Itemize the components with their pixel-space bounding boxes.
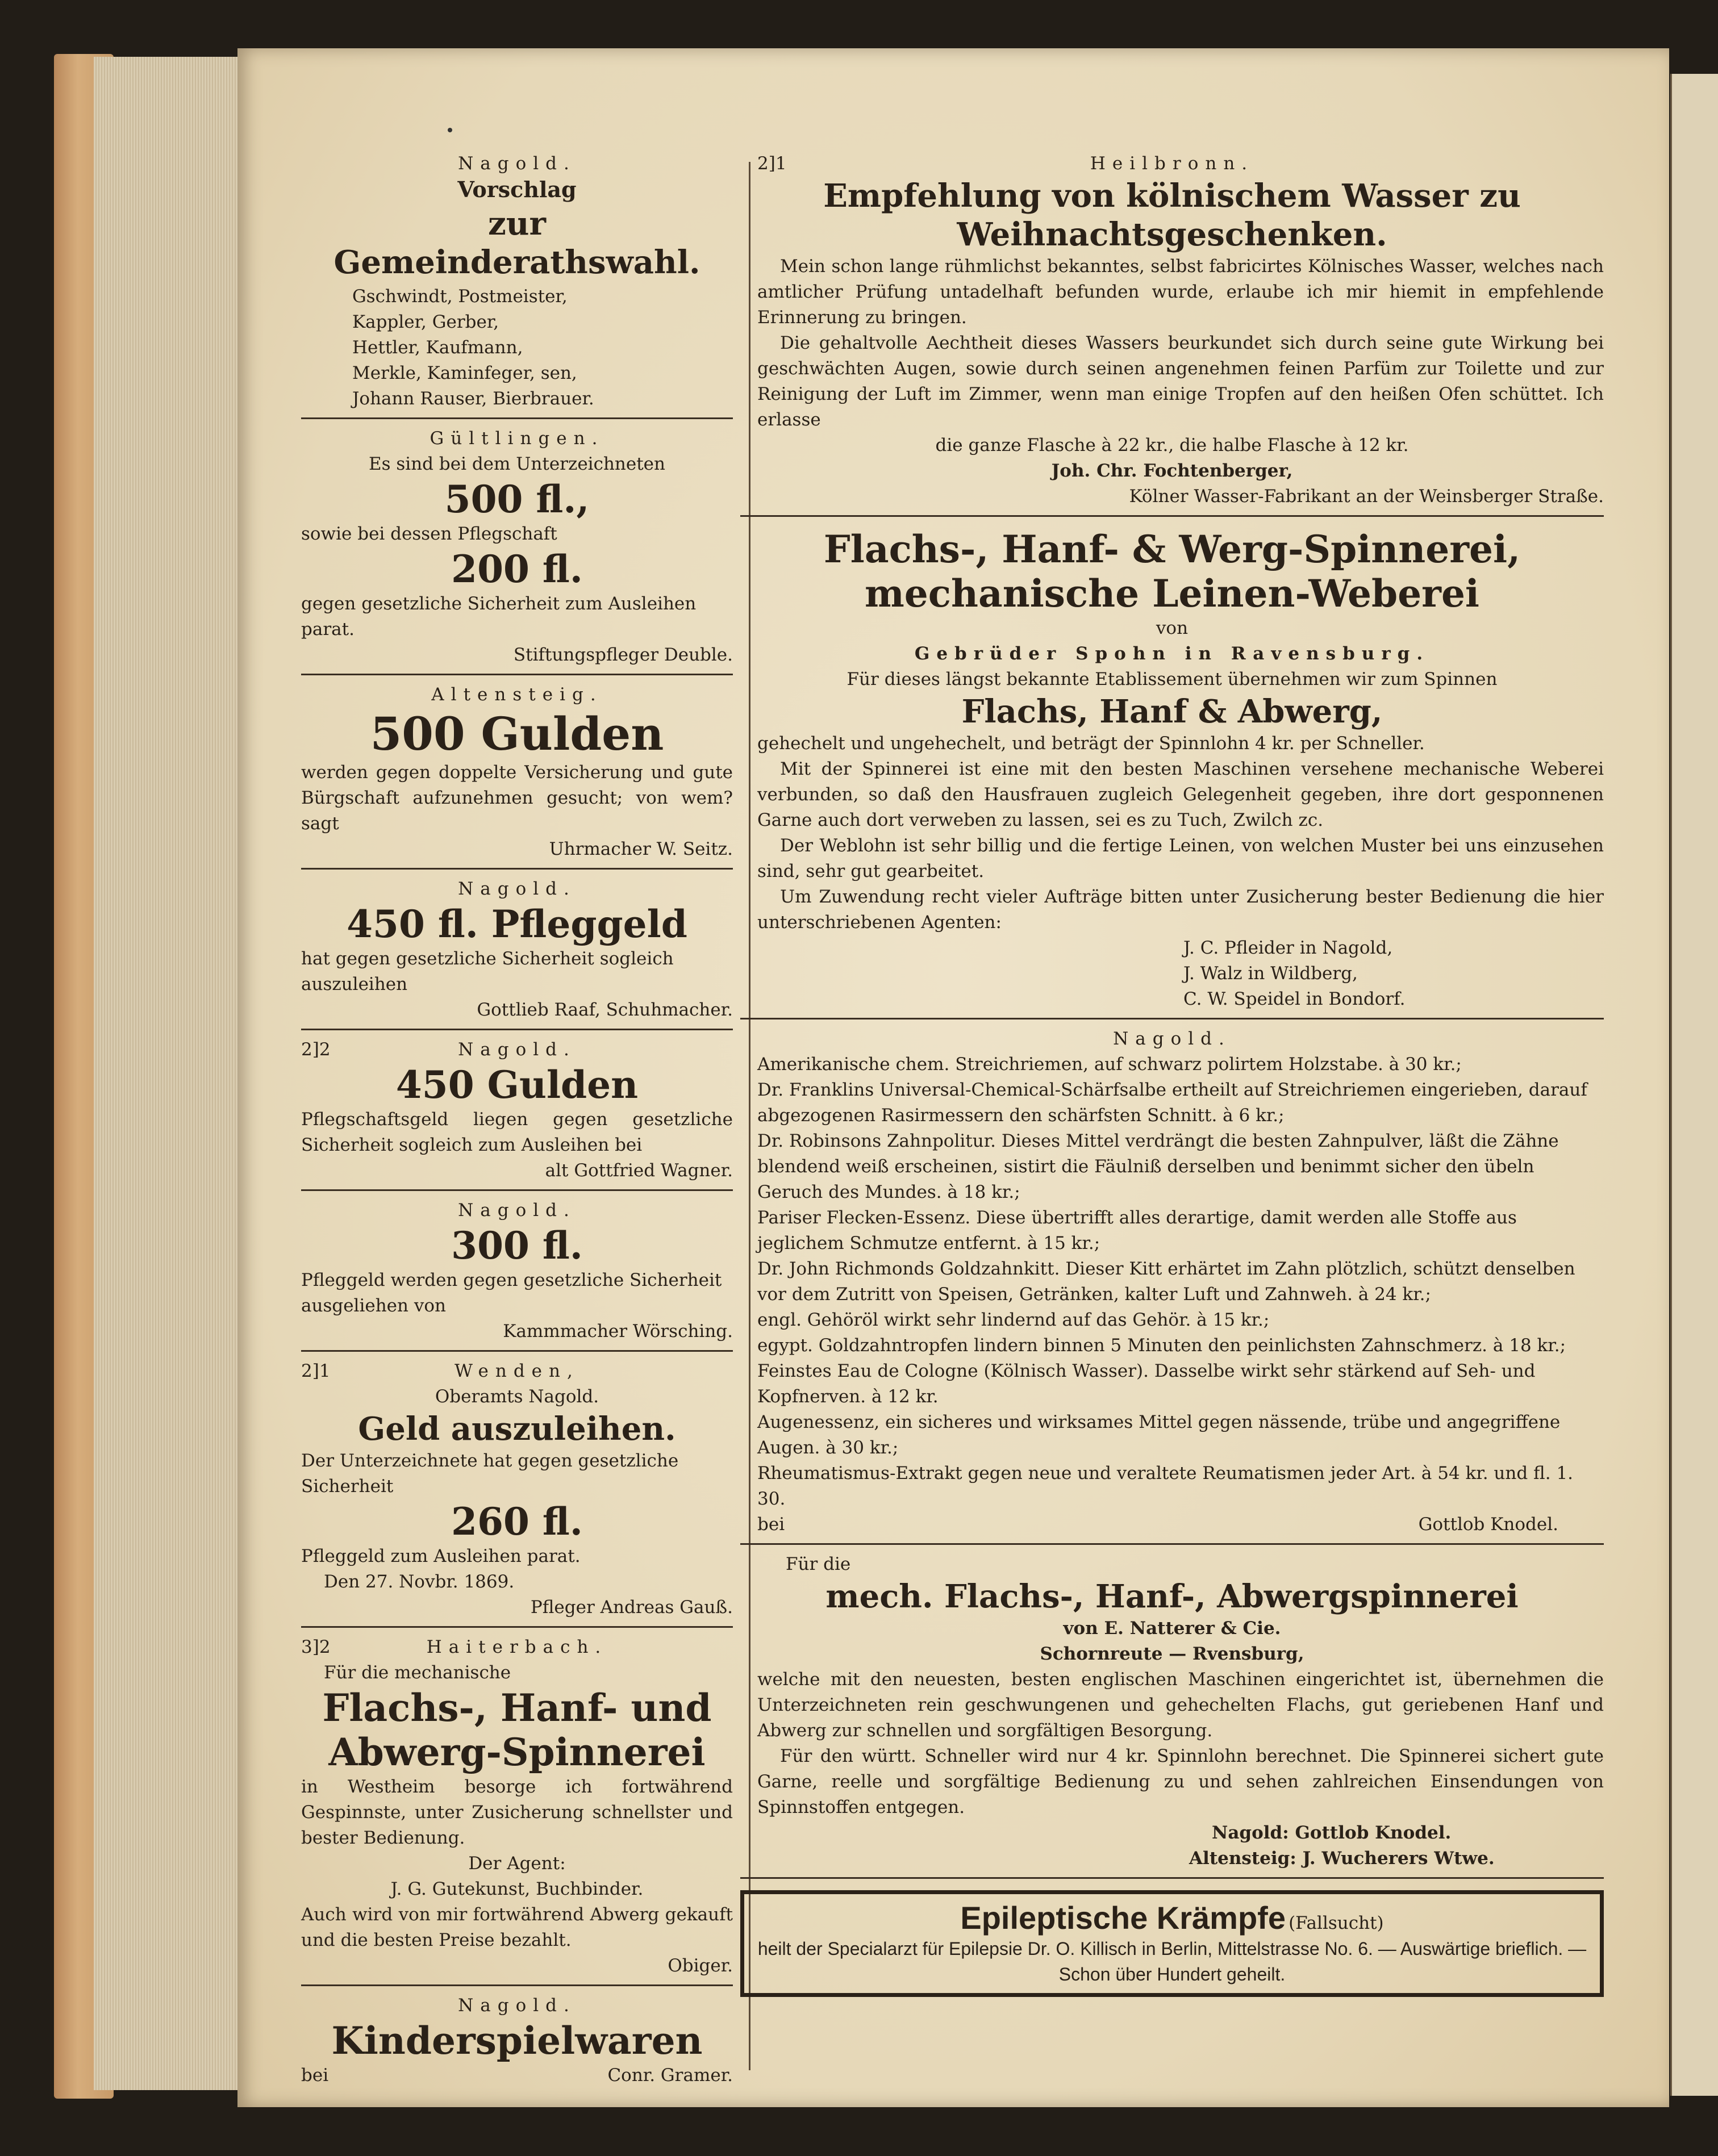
ad-headline: Epileptische Krämpfe	[960, 1900, 1286, 1936]
ad-epilepsie-box	[740, 1890, 1604, 1997]
right-column	[740, 148, 1604, 1997]
ad-text: Pflegschaftsgeld liegen gegen gesetzliche Sicherheit sogleich zum Ausleihen bei	[301, 1109, 733, 1155]
ad-text: Es sind bei dem Unterzeichneten	[369, 454, 665, 474]
ad-signature-sub: Kölner Wasser-Fabrikant an der Weinsberger Straße.	[1129, 486, 1604, 507]
ad-text: hat gegen gesetzliche Sicherheit sogleich auszuleihen	[301, 949, 674, 995]
ad-text: Der Weblohn ist sehr billig und die fertige Leinen, von welchen Muster bei uns einzusehen sind, sehr gut gearbeitet.	[757, 835, 1604, 881]
candidate: Kappler, Gerber,	[352, 312, 499, 332]
ink-dot	[448, 128, 452, 132]
ad-headline: Empfehlung von kölnischem Wasser zu Weihnachtsgeschenken.	[823, 177, 1521, 253]
ad-signature: Pfleger Andreas Gauß.	[530, 1597, 733, 1618]
ad-signature: Uhrmacher W. Seitz.	[549, 839, 733, 859]
ad-place-sub: Oberamts Nagold.	[435, 1386, 599, 1407]
page-edges	[94, 57, 244, 2090]
ad-place: Wenden,	[454, 1361, 579, 1381]
next-page-edge	[1670, 74, 1718, 2096]
agent-item: C. W. Speidel in Bondorf.	[1183, 989, 1406, 1009]
ad-mark: 2]2	[301, 1039, 331, 1060]
ad-text: Für dieses längst bekannte Etablissement übernehmen wir zum Spinnen	[847, 669, 1498, 690]
agent-label: Der Agent:	[468, 1853, 566, 1874]
ad-gemeinderathswahl	[301, 148, 733, 419]
product-item: Dr. John Richmonds Goldzahnkitt. Dieser Kitt erhärtet im Zahn plötzlich, schützt denselben vor dem Zutritt von Speisen, Getränken, kalter Luft und Zahnweh. à 24 kr.;	[757, 1259, 1575, 1305]
newspaper-page	[237, 48, 1669, 2107]
ad-intro: Für die mechanische	[324, 1662, 511, 1683]
ad-haiterbach	[301, 1631, 733, 1986]
ad-signature: Kammmacher Wörsching.	[503, 1321, 733, 1342]
product-item: egypt. Goldzahntropfen lindern binnen 5 Minuten den peinlichsten Zahnschmerz. à 18 kr.;	[757, 1335, 1566, 1356]
candidate: Johann Rauser, Bierbrauer.	[352, 388, 594, 409]
ad-title: Vorschlag	[457, 177, 577, 202]
ad-headline-sub: mechanische Leinen-Weberei	[864, 571, 1480, 616]
ad-mark: 2]1	[757, 153, 787, 174]
ad-mark: 2]1	[301, 1361, 331, 1381]
ad-amount: 450 fl. Pfleggeld	[347, 902, 687, 946]
agent-item: J. Walz in Wildberg,	[1183, 963, 1358, 984]
ad-signature: Gottlieb Raaf, Schuhmacher.	[477, 1000, 733, 1020]
ad-place: Heilbronn.	[1090, 153, 1254, 174]
candidate: Hettler, Kaufmann,	[352, 337, 523, 358]
ad-firm: Gebrüder Spohn in Ravensburg.	[914, 644, 1430, 664]
ad-headline: zur Gemeinderathswahl.	[333, 205, 700, 281]
ad-headline: Kinderspielwaren	[331, 2019, 703, 2063]
ad-text: Auch wird von mir fortwährend Abwerg gekauft und die besten Preise bezahlt.	[301, 1904, 733, 1950]
ad-mark: 3]2	[301, 1637, 331, 1657]
ad-place: Nagold.	[1113, 1029, 1231, 1049]
ad-text: Mit der Spinnerei ist eine mit den besten Maschinen versehene mechanische Weberei verbunden, so daß den Hausfrauen zugleich Gelegenheit gegeben, ihre dort gesponnenen Garne auch dort verweben zu lassen, sei es zu Tuch, Zwilch zc.	[757, 759, 1604, 830]
ad-date: Den 27. Novbr. 1869.	[324, 1572, 515, 1592]
product-item: Dr. Franklins Universal-Chemical-Schärfsalbe ertheilt auf Streichriemen eingerieben, darauf abgezogenen Rasirmessern den schärfsten Schnitt. à 6 kr.;	[757, 1080, 1587, 1126]
ad-text: Mein schon lange rühmlichst bekanntes, selbst fabricirtes Kölnisches Wasser, welches nach amtlicher Prüfung untadelhaft befunden wurde, erlaube ich mir hiemit in empfehlende Erinnerung zu bringen.	[757, 256, 1604, 328]
ad-headline-paren: (Fallsucht)	[1288, 1913, 1384, 1933]
ad-text: sowie bei dessen Pflegschaft	[301, 524, 557, 544]
agent-name: J. G. Gutekunst, Buchbinder.	[390, 1879, 644, 1899]
ad-text: Pfleggeld werden gegen gesetzliche Sicherheit ausgeliehen von	[301, 1270, 722, 1316]
ad-amount: 200 fl.	[451, 547, 583, 591]
ad-text: werden gegen doppelte Versicherung und gute Bürgschaft aufzunehmen gesucht; von wem? sagt	[301, 762, 733, 834]
agent-item: Altensteig: J. Wucherers Wtwe.	[1189, 1848, 1495, 1869]
ad-signature: alt Gottfried Wagner.	[545, 1160, 733, 1181]
ad-place: Haiterbach.	[426, 1637, 608, 1657]
ad-goods: Flachs, Hanf & Abwerg,	[961, 693, 1383, 730]
ad-von: von	[1156, 618, 1189, 638]
ad-text: heilt der Specialarzt für Epilepsie Dr. O. Killisch in Berlin, Mittelstrasse No. 6. — Auswärtige brieflich. — Schon über Hundert geheilt.	[757, 1938, 1587, 1984]
product-item: Feinstes Eau de Cologne (Kölnisch Wasser). Dasselbe wirkt sehr stärkend auf Seh- und Kopfnerven. à 12 kr.	[757, 1361, 1536, 1407]
ad-text: Um Zuwendung recht vieler Aufträge bitten unter Zusicherung bester Bedienung die hier unterschriebenen Agenten:	[757, 887, 1604, 933]
ad-headline: Flachs-, Hanf- und Abwerg-Spinnerei	[322, 1686, 712, 1774]
ad-nagold-woersching	[301, 1194, 733, 1352]
ad-amount: 500 fl.,	[444, 477, 590, 521]
ad-place: Nagold.	[458, 879, 576, 899]
ad-firm-place: Schornreute — Rvensburg,	[1040, 1644, 1304, 1664]
product-item: Pariser Flecken-Essenz. Diese übertrifft alles derartige, damit werden alle Stoffe aus jeglichem Schmutze entfernt. à 15 kr.;	[757, 1207, 1517, 1254]
ad-text: Für den württ. Schneller wird nur 4 kr. Spinnlohn berechnet. Die Spinnerei sichert gute Garne, reelle und sorgfältige Bedienung zu und sehen zahlreichen Einsendungen von Spinnstoffen entgegen.	[757, 1746, 1604, 1817]
ad-intro: Für die	[786, 1554, 851, 1574]
ad-place: Nagold.	[458, 1200, 576, 1221]
ad-headline: mech. Flachs-, Hanf-, Abwergspinnerei	[825, 1578, 1519, 1615]
ad-amount: 300 fl.	[451, 1223, 583, 1268]
ad-firm: von E. Natterer & Cie.	[1063, 1618, 1281, 1639]
ad-place: Nagold.	[458, 1995, 576, 2016]
ad-headline: Flachs-, Hanf- & Werg-Spinnerei,	[823, 527, 1521, 571]
ad-signature: Obiger.	[668, 1956, 733, 1976]
ad-text: Pfleggeld zum Ausleihen parat.	[301, 1546, 581, 1566]
ad-bei: bei	[301, 2065, 329, 2086]
ad-amount: 260 fl.	[451, 1499, 583, 1544]
ad-place: Altensteig.	[431, 684, 603, 705]
ad-bei: bei	[757, 1514, 785, 1535]
candidate: Gschwindt, Postmeister,	[352, 286, 568, 307]
ad-signature: Conr. Gramer.	[607, 2065, 733, 2086]
ad-koelnisch-wasser	[740, 148, 1604, 517]
product-item: Dr. Robinsons Zahnpolitur. Dieses Mittel verdrängt die besten Zahnpulver, läßt die Zähne blendend weiß erscheinen, sistirt die Fäulniß derselben und benimmt sicher den übeln Geruch des Mundes. à 18 kr.;	[757, 1131, 1559, 1202]
ad-text: gehechelt und ungehechelt, und beträgt der Spinnlohn 4 kr. per Schneller.	[757, 733, 1425, 754]
candidate: Merkle, Kaminfeger, sen,	[352, 363, 577, 383]
ad-amount: 500 Gulden	[370, 707, 664, 761]
product-item: Amerikanische chem. Streichriemen, auf schwarz polirtem Holzstabe. à 30 kr.;	[757, 1054, 1462, 1075]
agent-item: J. C. Pfleider in Nagold,	[1183, 938, 1393, 958]
ad-place: Nagold.	[458, 1039, 576, 1060]
ad-gueltlingen	[301, 423, 733, 675]
ad-signature: Stiftungspfleger Deuble.	[513, 645, 733, 665]
left-column	[301, 148, 733, 2088]
ad-nagold-raaf	[301, 873, 733, 1030]
ad-altensteig	[301, 679, 733, 870]
product-item: Rheumatismus-Extrakt gegen neue und veraltete Reumatismen jeder Art. à 54 kr. und fl. 1. 30.	[757, 1463, 1574, 1509]
agent-item: Nagold: Gottlob Knodel.	[1212, 1823, 1452, 1843]
ad-natterer-spinnerei	[740, 1548, 1604, 1879]
product-item: Augenessenz, ein sicheres und wirksames Mittel gegen nässende, trübe und angegriffene Augen. à 30 kr.;	[757, 1412, 1561, 1458]
ad-signature: Joh. Chr. Fochtenberger,	[1051, 461, 1293, 481]
ad-wenden	[301, 1355, 733, 1628]
ad-text: in Westheim besorge ich fortwährend Gespinnste, unter Zusicherung schnellster und bester Bedienung.	[301, 1777, 733, 1848]
product-item: engl. Gehöröl wirkt sehr lindernd auf das Gehör. à 15 kr.;	[757, 1310, 1270, 1330]
ad-spohn-spinnerei	[740, 520, 1604, 1019]
ad-knodel-mittel	[740, 1023, 1604, 1545]
ad-headline: Geld auszuleihen.	[358, 1410, 676, 1448]
ad-amount: 450 Gulden	[395, 1063, 639, 1107]
ad-price: die ganze Flasche à 22 kr., die halbe Flasche à 12 kr.	[935, 435, 1409, 456]
ad-text: Der Unterzeichnete hat gegen gesetzliche Sicherheit	[301, 1451, 679, 1497]
ad-nagold-wagner	[301, 1034, 733, 1191]
ad-text: gegen gesetzliche Sicherheit zum Ausleihen parat.	[301, 594, 697, 640]
ad-kinderspielwaren	[301, 1990, 733, 2088]
ad-text: Die gehaltvolle Aechtheit dieses Wassers beurkundet sich durch seine gute Wirkung bei geschwächten Augen, sowie durch seinen angenehmen feinen Parfüm zur Toilette und zur Reinigung der Luft im Zimmer, wenn man einige Tropfen auf den heißen Ofen schüttet. Ich erlasse	[757, 333, 1604, 430]
ad-signature: Gottlob Knodel.	[1418, 1514, 1558, 1535]
ad-text: welche mit den neuesten, besten englischen Maschinen eingerichtet ist, übernehmen die Unterzeichneten rein geschwungenen und gehechelten Flachs, gut geriebenen Hanf und Abwerg zur schnellen und sorgfältigen Besorgung.	[757, 1669, 1604, 1741]
ad-place: Nagold.	[458, 153, 576, 174]
ad-place: Gültlingen.	[430, 428, 604, 449]
